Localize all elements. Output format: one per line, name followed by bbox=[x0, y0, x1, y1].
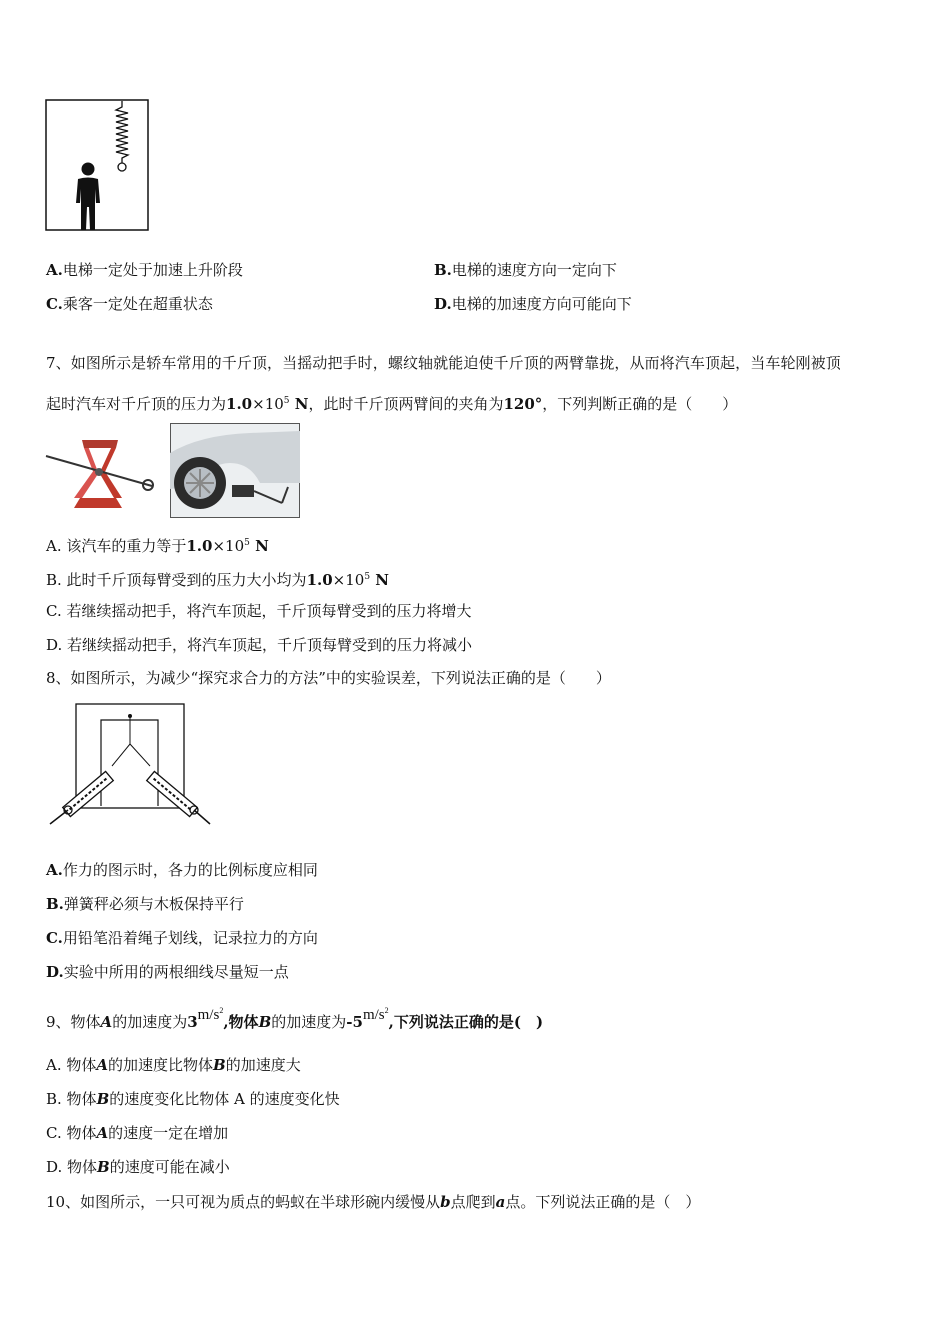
q7-stem-line2: 起时汽车对千斤顶的压力为$1.0\times 10^5$ N，此时千斤顶两臂间的夹角为120°，下列判断正确的是（ ） bbox=[46, 395, 738, 413]
q9-option-b: B. 物体B的速度变化比物体 A 的速度变化快 bbox=[46, 1090, 340, 1108]
spring-scale-figure bbox=[46, 702, 216, 828]
car-jack-photo bbox=[170, 423, 300, 518]
q7-stem-line1: 7、如图所示是轿车常用的千斤顶，当摇动把手时，螺纹轴就能迫使千斤顶的两臂靠拢，从而将汽车顶起，当车轮刚被顶 bbox=[46, 354, 841, 372]
q9-option-a: A. 物体A的加速度比物体B的加速度大 bbox=[46, 1056, 301, 1074]
q6-option-b: B.电梯的速度方向一定向下 bbox=[434, 261, 617, 279]
q7-option-c: C. 若继续摇动把手，将汽车顶起，千斤顶每臂受到的压力将增大 bbox=[46, 602, 472, 620]
q8-option-c: C.用铅笔沿着绳子划线，记录拉力的方向 bbox=[46, 929, 318, 947]
q8-option-d: D.实验中所用的两根细线尽量短一点 bbox=[46, 963, 289, 981]
q8-option-a: A.作力的图示时，各力的比例标度应相同 bbox=[46, 861, 318, 879]
q9-option-d: D. 物体B的速度可能在减小 bbox=[46, 1158, 230, 1176]
q9-option-c: C. 物体A的速度一定在增加 bbox=[46, 1124, 229, 1142]
q7-option-b: B. 此时千斤顶每臂受到的压力大小均为$1.0\times 10^5$ N bbox=[46, 571, 390, 589]
q7-option-d: D. 若继续摇动把手，将汽车顶起，千斤顶每臂受到的压力将减小 bbox=[46, 636, 473, 654]
q6-option-c: C.乘客一定处在超重状态 bbox=[46, 295, 213, 313]
q6-option-a: A.电梯一定处于加速上升阶段 bbox=[46, 261, 243, 279]
q8-stem: 8、如图所示，为减少“探究求合力的方法”中的实验误差，下列说法正确的是（ ） bbox=[46, 669, 611, 687]
q7-option-a: A. 该汽车的重力等于$1.0\times 10^5$ N bbox=[46, 537, 269, 555]
jack-figure bbox=[44, 428, 156, 514]
q10-stem: 10、如图所示，一只可视为质点的蚂蚁在半球形碗内缓慢从b点爬到a点。下列说法正确的是（ ） bbox=[46, 1193, 701, 1211]
elevator-figure bbox=[45, 99, 149, 231]
q8-option-b: B.弹簧秤必须与木板保持平行 bbox=[46, 895, 244, 913]
q6-option-d: D.电梯的加速度方向可能向下 bbox=[434, 295, 632, 313]
q9-stem: 9、物体A的加速度为$3m/s^2$,物体B的加速度为$-5m/s^2$,下列说法正确的是( ) bbox=[46, 1006, 544, 1031]
